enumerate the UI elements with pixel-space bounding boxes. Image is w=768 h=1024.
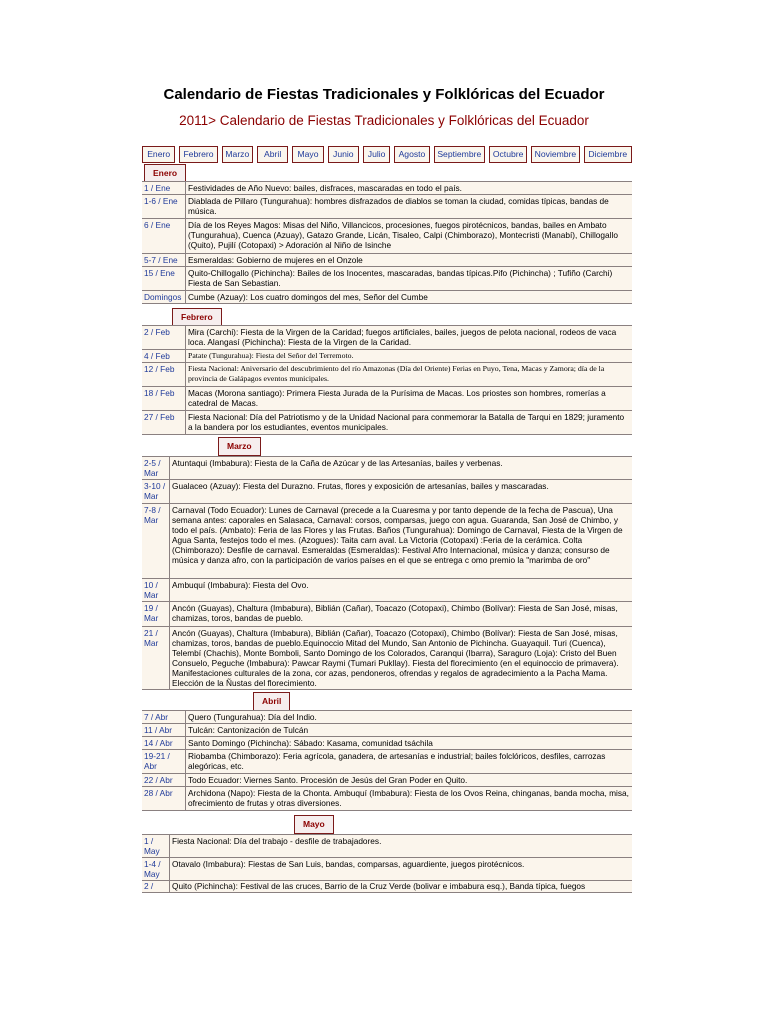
event-date: 27 / Feb [142, 411, 186, 434]
event-description: Macas (Morona santiago): Primera Fiesta Jurada de la Purísima de Macas. Los priostes son hombres, romerías a catedral de Macas. [186, 387, 632, 410]
event-date: 3-10 / Mar [142, 480, 170, 503]
table-row [142, 750, 632, 773]
event-date: 1-4 / May [142, 858, 170, 880]
section-label-marzo: Marzo [218, 437, 261, 456]
table-row [142, 195, 632, 218]
month-link-agosto[interactable]: Agosto [394, 146, 429, 163]
table-row [142, 835, 632, 857]
table-row [142, 219, 632, 253]
event-date: 1-6 / Ene [142, 195, 186, 218]
event-description: Ambuquí (Imbabura): Fiesta del Ovo. [170, 579, 632, 601]
month-link-marzo[interactable]: Marzo [222, 146, 253, 163]
table-row [142, 480, 632, 503]
month-link-septiembre[interactable]: Septiembre [434, 146, 485, 163]
table-row [142, 363, 632, 386]
table-row [142, 858, 632, 880]
month-link-febrero[interactable]: Febrero [179, 146, 217, 163]
month-link-julio[interactable]: Julio [363, 146, 390, 163]
table-row [142, 774, 632, 786]
event-description: Fiesta Nacional: Aniversario del descubrimiento del río Amazonas (Día del Oriente) Ferias en Puyo, Tena, Macas y Zamora; día de la provincia de Galápagos eventos municipales. [186, 363, 632, 386]
table-row [142, 254, 632, 266]
event-date: 10 / Mar [142, 579, 170, 601]
event-description: Otavalo (Imbabura): Fiestas de San Luis, bandas, comparsas, aguardiente, juegos pirotécnicos. [170, 858, 632, 880]
event-date: 2 / Feb [142, 326, 186, 349]
event-date: 12 / Feb [142, 363, 186, 386]
event-description: Patate (Tungurahua): Fiesta del Señor del Terremoto. [186, 350, 632, 362]
table-row [142, 881, 632, 892]
event-description: Cumbe (Azuay): Los cuatro domingos del mes, Señor del Cumbe [186, 291, 632, 303]
event-date: 2-5 / Mar [142, 457, 170, 479]
event-description: Diablada de Pillaro (Tungurahua): hombres disfrazados de diablos se toman la ciudad, comidas típicas, bandas de música. [186, 195, 632, 218]
month-link-diciembre[interactable]: Diciembre [584, 146, 632, 163]
table-row [142, 602, 632, 626]
event-description: Quero (Tungurahua): Día del Indio. [186, 711, 632, 723]
section-table-marzo [142, 456, 632, 690]
table-row [142, 457, 632, 479]
event-description: Tulcán: Cantonización de Tulcán [186, 724, 632, 736]
event-description: Mira (Carchi): Fiesta de la Virgen de la Caridad; fuegos artificiales, bailes, juegos de pelota nacional, rodeos de vaca loca. Alangasí (Pichincha): Fiesta de la Virgen de la Caridad. [186, 326, 632, 349]
event-date: 19-21 / Abr [142, 750, 186, 773]
event-date: 7 / Abr [142, 711, 186, 723]
month-link-enero[interactable]: Enero [142, 146, 175, 163]
event-description: Ancón (Guayas), Chaltura (Imbabura), Biblián (Cañar), Toacazo (Cotopaxi), Chimbo (Bolívar): Fiesta de San José, misas, chamizas, toros, bandas de pueblo.Equinoccio Mitad del Mundo, San Antonio de Pichincha. Guayaquil. Turi (Cuenca), Telembí (Chachis), Monte Bomboli, Santo Domingo de los Colorados, Caranqui (Ibarra), Saraguro (Loja): Cristo del Buen Consuelo, Peguche (Imbabura): Pawcar Raymi (Tumari Pukllay). Fiesta del florecimiento (en el equinoccio de primavera). Manifestaciones culturales de la zona, cor azas, pendoneros, ofrendas y regalos de agradecimiento a la Pacha Mama. Elección de la Ñustas del florecimiento. [170, 627, 632, 689]
month-link-junio[interactable]: Junio [328, 146, 359, 163]
table-row [142, 737, 632, 749]
event-date: 5-7 / Ene [142, 254, 186, 266]
event-description: Fiesta Nacional: Día del Patriotismo y de la Unidad Nacional para conmemorar la Batalla de Tarqui en 1829; juramento a la bandera por los estudiantes, eventos municipales. [186, 411, 632, 434]
section-table-abril [142, 710, 632, 811]
section-table-mayo [142, 834, 632, 893]
month-link-noviembre[interactable]: Noviembre [531, 146, 579, 163]
event-description: Quito (Pichincha): Festival de las cruces, Barrio de la Cruz Verde (bolivar e imbabura esq.), Banda típica, fuegos [170, 881, 632, 892]
table-row [142, 326, 632, 349]
table-row [142, 627, 632, 689]
event-date: 1 / Ene [142, 182, 186, 194]
event-date: 6 / Ene [142, 219, 186, 253]
event-description: Festividades de Año Nuevo: bailes, disfraces, mascaradas en todo el país. [186, 182, 632, 194]
section-label-abril: Abril [253, 692, 290, 711]
section-label-mayo: Mayo [294, 815, 334, 834]
table-row [142, 411, 632, 434]
month-link-abril[interactable]: Abril [257, 146, 288, 163]
event-date: 1 / May [142, 835, 170, 857]
event-description: Ancón (Guayas), Chaltura (Imbabura), Biblián (Cañar), Toacazo (Cotopaxi), Chimbo (Bolívar): Fiesta de San José, misas, chamizas, toros, bandas de pueblo. [170, 602, 632, 626]
event-date: 4 / Feb [142, 350, 186, 362]
page-subtitle: 2011> Calendario de Fiestas Tradicionales y Folklóricas del Ecuador [179, 113, 589, 128]
table-row [142, 504, 632, 578]
table-row [142, 267, 632, 290]
event-date: Domingos [142, 291, 186, 303]
event-description: Todo Ecuador: Viernes Santo. Procesión de Jesús del Gran Poder en Quito. [186, 774, 632, 786]
section-label-enero: Enero [144, 164, 186, 183]
table-row [142, 579, 632, 601]
event-description: Día de los Reyes Magos: Misas del Niño, Villancicos, procesiones, fuegos pirotécnicos, bandas, bailes en Ambato (Tungurahua), Cuenca (Azuay), Gatazo Grande, Licán, Tisaleo, Calpi (Chimborazo), Montecristi (Manabí), Chillogallo (Quito), Pujilí (Cotopaxi) > Adoración al Niño de Isinche [186, 219, 632, 253]
section-table-enero [142, 181, 632, 304]
event-description: Fiesta Nacional: Día del trabajo - desfile de trabajadores. [170, 835, 632, 857]
table-row [142, 387, 632, 410]
event-date: 14 / Abr [142, 737, 186, 749]
month-nav [142, 146, 632, 163]
event-description: Esmeraldas: Gobierno de mujeres en el Onzole [186, 254, 632, 266]
event-description: Quito-Chillogallo (Pichincha): Bailes de los Inocentes, mascaradas, bandas típicas.Pifo (Pichincha) ; Tufiño (Carchi) Fiesta de San Sebastian. [186, 267, 632, 290]
event-date: 21 / Mar [142, 627, 170, 689]
event-date: 28 / Abr [142, 787, 186, 810]
section-table-febrero [142, 325, 632, 435]
month-link-mayo[interactable]: Mayo [292, 146, 323, 163]
table-row [142, 350, 632, 362]
page-title: Calendario de Fiestas Tradicionales y Folklóricas del Ecuador [163, 86, 605, 103]
event-description: Carnaval (Todo Ecuador): Lunes de Carnaval (precede a la Cuaresma y por tanto depende de la fecha de Pascua), Una semana antes: caporales en Salasaca, Carnaval: corsos, comparsas, juego con agua. Guaranda, San José de Chimbo, y todo el país. (Ambato): Feria de las Flores y las Frutas. Baños (Tungurahua): Domingo de Carnaval, Fiesta de la Virgen de Agua Santa, festejos todo el mes. (Azogues): Taita carn aval. La Victoria (Cotopaxi) :Feria de la cerámica. Colta (Chimborazo): Desfile de carnaval. Esmeraldas (Esmeraldas): Festival Afro Internacional, música y danza; consurso de música y danza afro, con la participación de varios países en el que se entrega c omo premio la "marimba de oro" [170, 504, 632, 578]
event-date: 15 / Ene [142, 267, 186, 290]
event-description: Archidona (Napo): Fiesta de la Chonta. Ambuquí (Imbabura): Fiesta de los Ovos Reina, chinganas, banda mocha, misa, ofrecimiento de frutas y otras diversiones. [186, 787, 632, 810]
month-link-octubre[interactable]: Octubre [489, 146, 527, 163]
section-label-febrero: Febrero [172, 308, 222, 327]
event-description: Atuntaqui (Imbabura): Fiesta de la Caña de Azúcar y de las Artesanías, bailes y verbenas. [170, 457, 632, 479]
table-row [142, 291, 632, 303]
event-date: 7-8 / Mar [142, 504, 170, 578]
table-row [142, 787, 632, 810]
event-date: 2 / [142, 881, 170, 892]
event-description: Gualaceo (Azuay): Fiesta del Durazno. Frutas, flores y exposición de artesanías, bailes y mascaradas. [170, 480, 632, 503]
event-description: Riobamba (Chimborazo): Feria agrícola, ganadera, de artesanías e industrial; bailes folclóricos, desfiles, carrozas alegóricas, etc. [186, 750, 632, 773]
event-description: Santo Domingo (Pichincha): Sábado: Kasama, comunidad tsáchila [186, 737, 632, 749]
table-row [142, 182, 632, 194]
event-date: 11 / Abr [142, 724, 186, 736]
event-date: 18 / Feb [142, 387, 186, 410]
event-date: 22 / Abr [142, 774, 186, 786]
table-row [142, 711, 632, 723]
table-row [142, 724, 632, 736]
event-date: 19 / Mar [142, 602, 170, 626]
